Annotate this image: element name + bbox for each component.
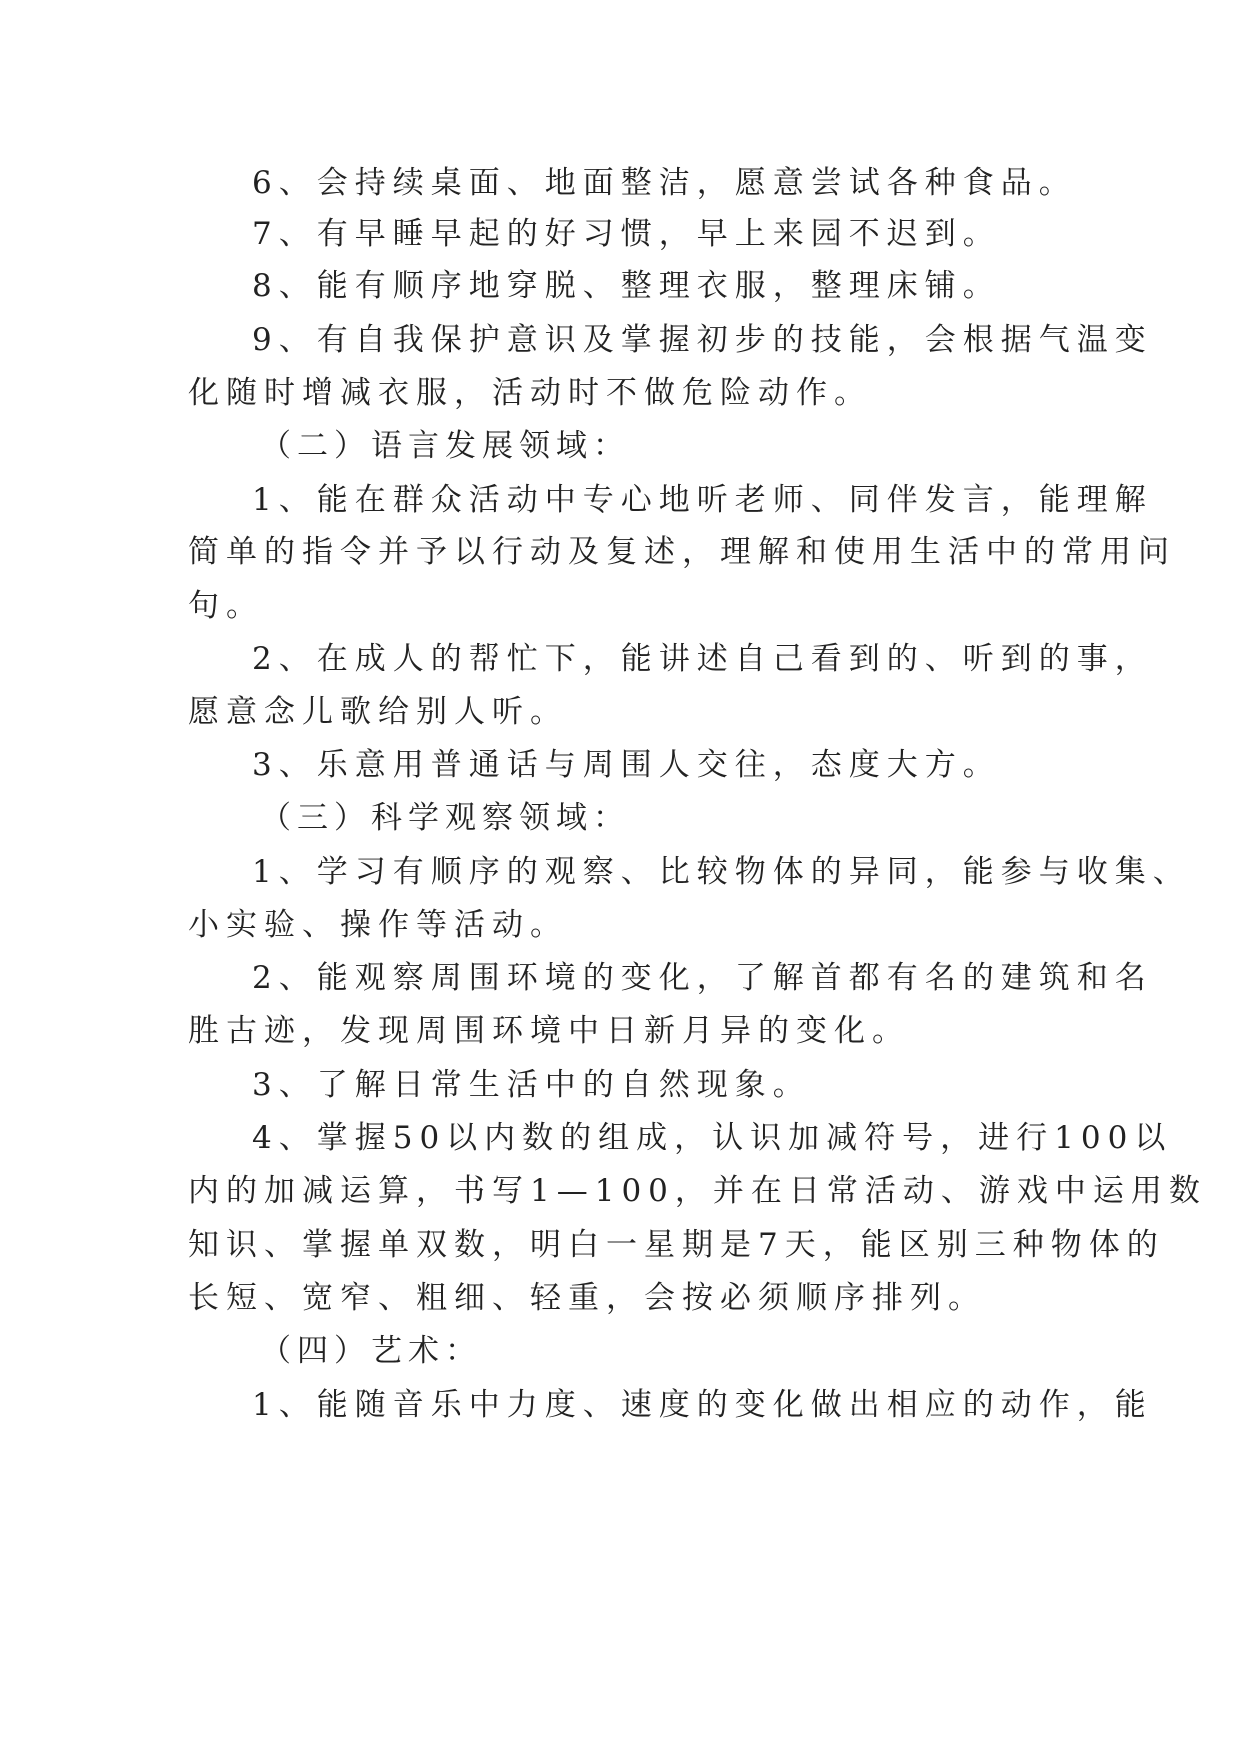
text-line: 1、学习有顺序的观察、比较物体的异同，能参与收集、 [252,854,1191,890]
text-line: 6、会持续桌面、地面整洁，愿意尝试各种食品。 [252,165,1077,201]
text-line: 1、能在群众活动中专心地听老师、同伴发言，能理解 [252,482,1153,518]
section-heading: （二）语言发展领域： [260,428,630,464]
text-line: 句。 [188,588,264,624]
section-heading: （三）科学观察领域： [260,800,630,836]
text-line: 化随时增减衣服，活动时不做危险动作。 [188,375,872,411]
section-heading: （四）艺术： [260,1333,482,1369]
text-line: 1、能随音乐中力度、速度的变化做出相应的动作，能 [252,1387,1153,1423]
text-line: 3、了解日常生活中的自然现象。 [252,1067,811,1103]
text-line: 7、有早睡早起的好习惯，早上来园不迟到。 [252,216,1001,252]
text-line: 8、能有顺序地穿脱、整理衣服，整理床铺。 [252,268,1001,304]
text-line: 4、掌握50以内数的组成，认识加减符号，进行100以 [252,1120,1173,1156]
text-line: 长短、宽窄、粗细、轻重，会按必须顺序排列。 [188,1280,986,1316]
text-line: 9、有自我保护意识及掌握初步的技能，会根据气温变 [252,322,1153,358]
text-line: 小实验、操作等活动。 [188,907,568,943]
text-line: 简单的指令并予以行动及复述，理解和使用生活中的常用问 [188,534,1176,570]
text-line: 知识、掌握单双数，明白一星期是7天，能区别三种物体的 [188,1227,1165,1263]
text-line: 胜古迹，发现周围环境中日新月异的变化。 [188,1013,910,1049]
text-line: 3、乐意用普通话与周围人交往，态度大方。 [252,747,1001,783]
text-line: 愿意念儿歌给别人听。 [188,694,568,730]
text-line: 内的加减运算，书写1—100，并在日常活动、游戏中运用数 [188,1173,1207,1209]
text-line: 2、能观察周围环境的变化，了解首都有名的建筑和名 [252,960,1153,996]
text-line: 2、在成人的帮忙下，能讲述自己看到的、听到的事， [252,641,1153,677]
